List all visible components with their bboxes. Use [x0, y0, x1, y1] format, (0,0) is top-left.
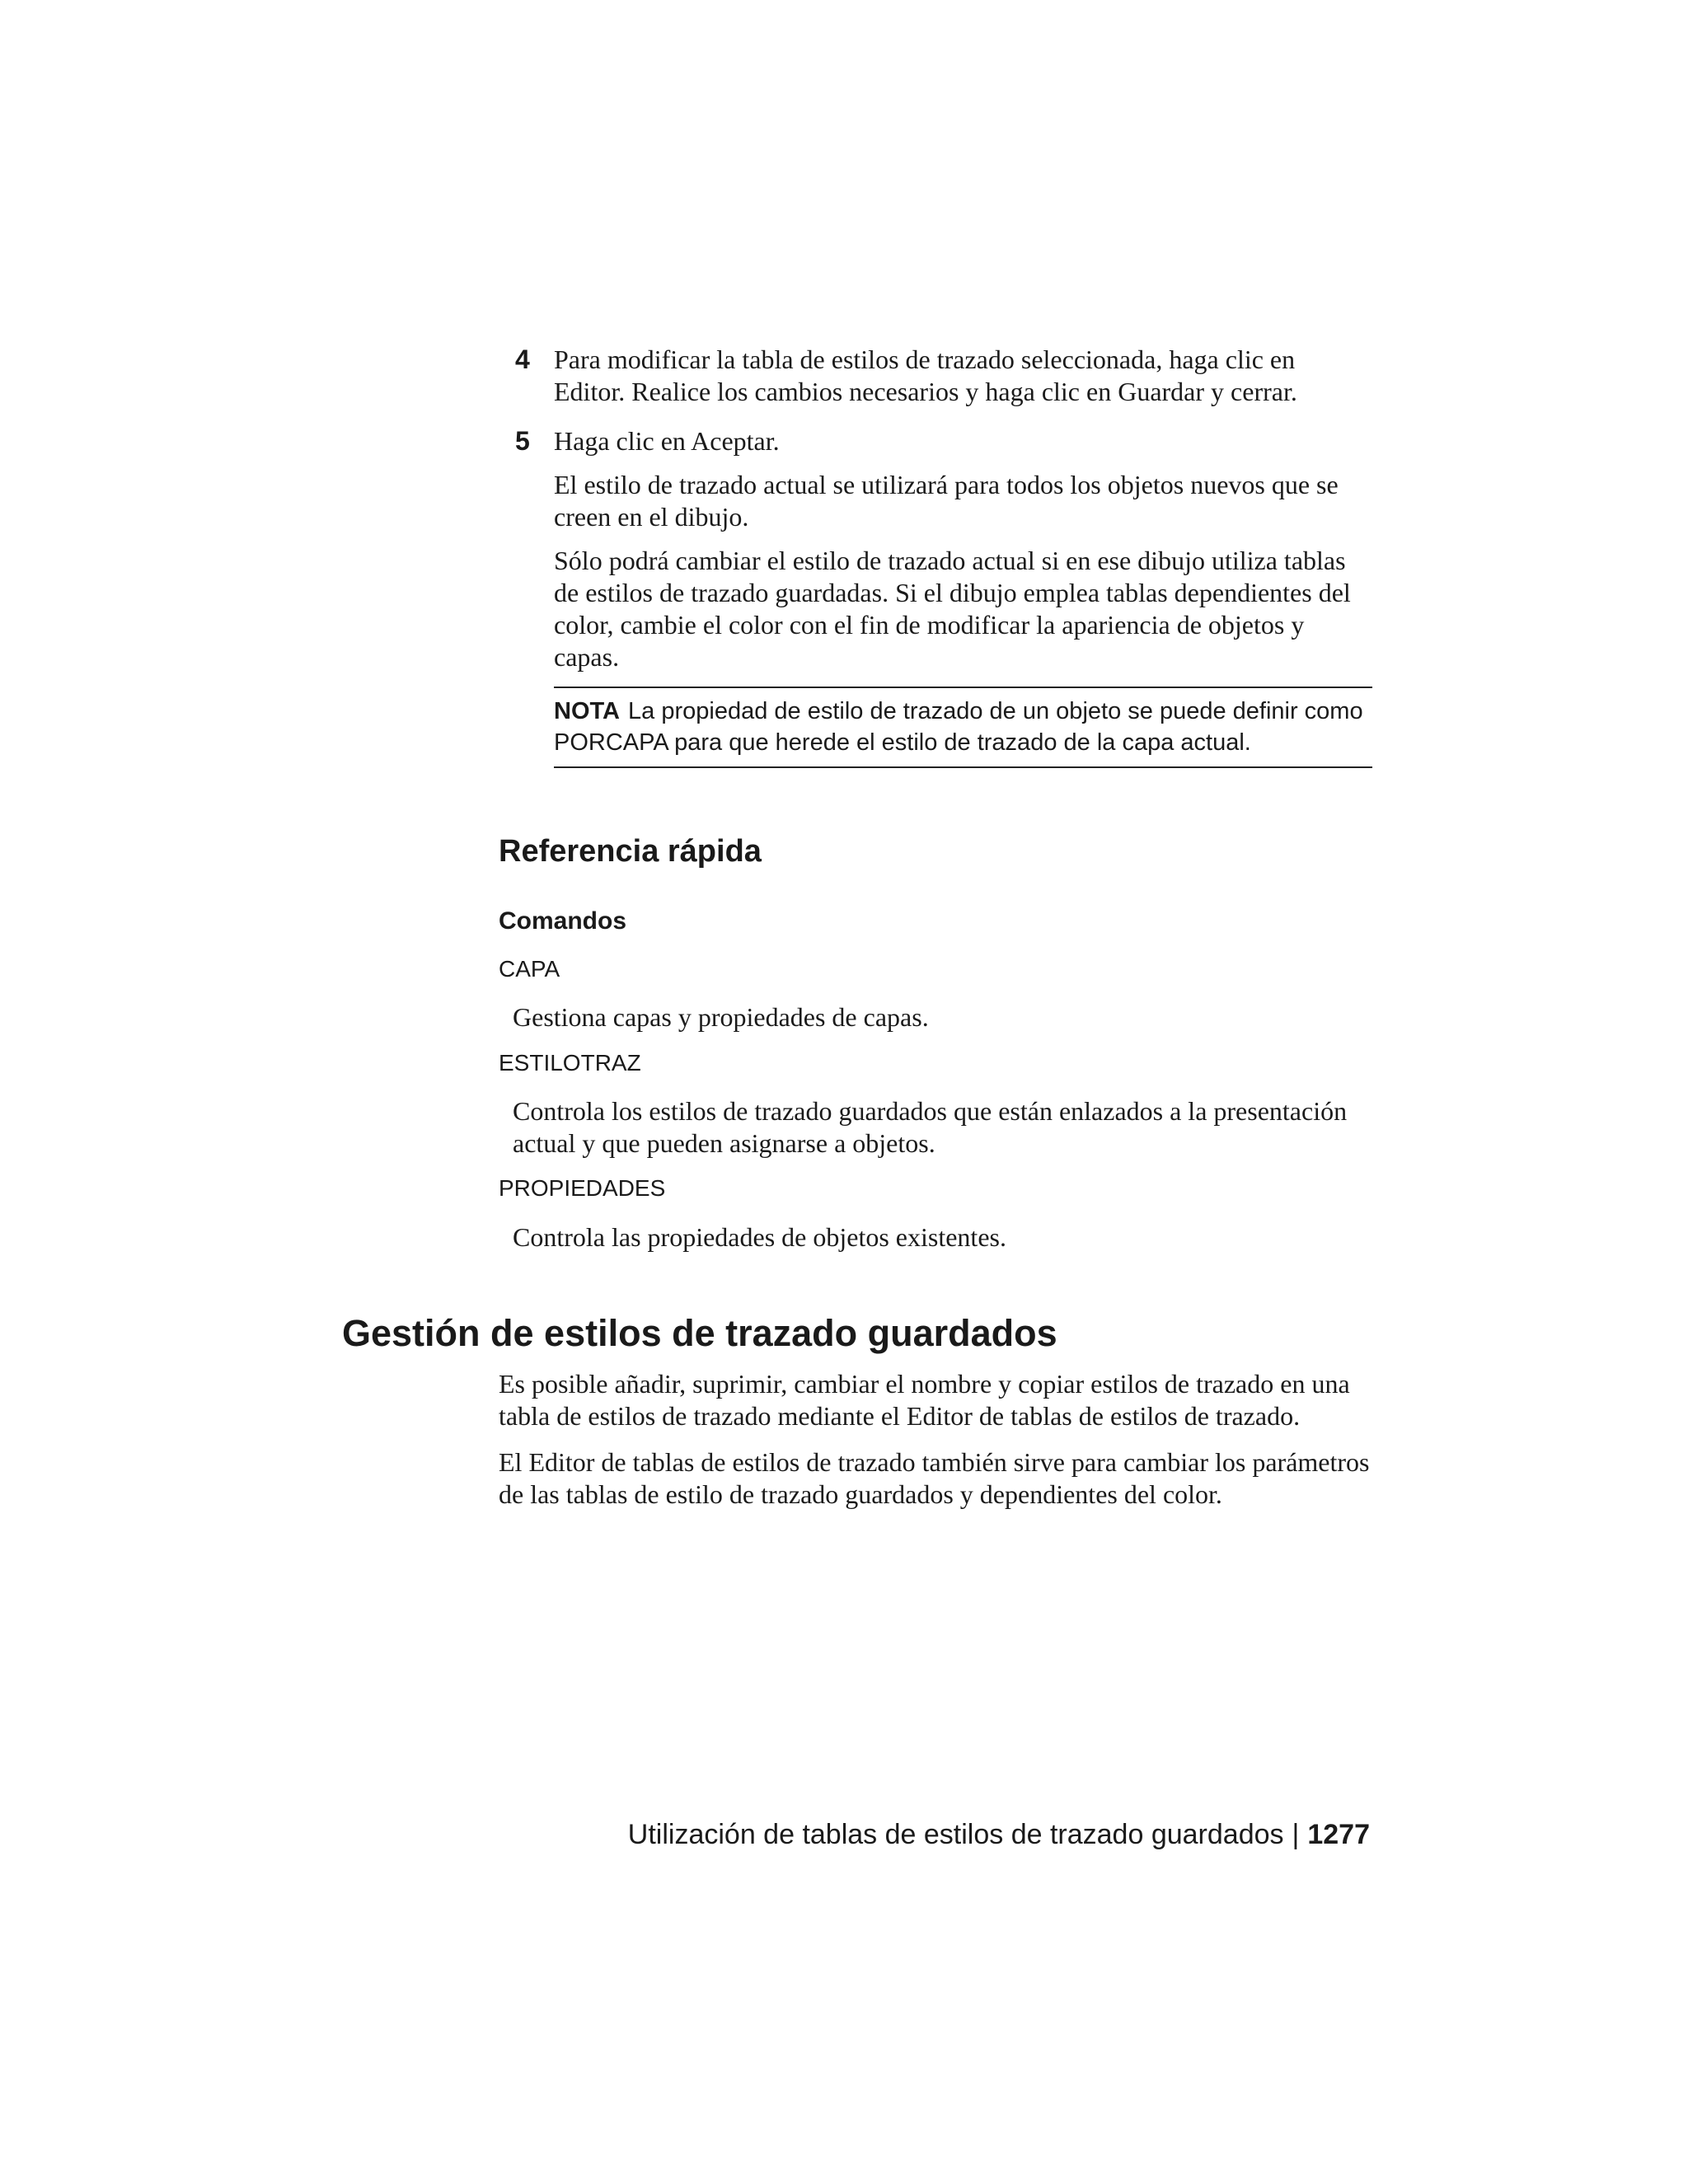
note-label: NOTA: [554, 698, 621, 724]
footer-chapter-title: Utilización de tablas de estilos de trazado guardados: [627, 1819, 1284, 1850]
note-text: La propiedad de estilo de trazado de un objeto se puede definir como PORCAPA para que herede el estilo de trazado de la capa actual.: [554, 698, 1363, 756]
section-paragraph: El Editor de tablas de estilos de trazado también sirve para cambiar los parámetros de las tablas de estilo de trazado guardados y dependientes del color.: [499, 1447, 1370, 1509]
command-name: ESTILOTRAZ: [499, 1050, 641, 1076]
commands-heading: Comandos: [499, 907, 627, 935]
command-description: Gestiona capas y propiedades de capas.: [513, 1002, 929, 1032]
command-name: PROPIEDADES: [499, 1175, 666, 1201]
page-number: 1277: [1307, 1819, 1370, 1850]
section-paragraph: Es posible añadir, suprimir, cambiar el nombre y copiar estilos de trazado en una tabla de estilos de trazado mediante el Editor de tablas de estilos de trazado.: [499, 1369, 1350, 1431]
page-footer: [628, 1819, 1370, 1851]
step-number: 5: [515, 426, 530, 456]
step-number: 4: [515, 344, 530, 374]
step-text: Para modificar la tabla de estilos de trazado seleccionada, haga clic en Editor. Realice los cambios necesarios y haga clic en Guardar y cerrar.: [554, 344, 1297, 406]
section-heading: Gestión de estilos de trazado guardados: [342, 1312, 1057, 1354]
quick-reference-heading: Referencia rápida: [499, 834, 762, 869]
command-description: Controla los estilos de trazado guardados que están enlazados a la presentación actual y que pueden asignarse a objetos.: [513, 1096, 1348, 1158]
command-description: Controla las propiedades de objetos existentes.: [513, 1222, 1006, 1252]
step-text: Haga clic en Aceptar.: [554, 426, 780, 456]
step-4: [515, 344, 1372, 408]
step-5: [515, 425, 1372, 673]
command-name: CAPA: [499, 956, 560, 982]
step-result-text: El estilo de trazado actual se utilizará para todos los objetos nuevos que se creen en el dibujo.: [554, 470, 1339, 532]
step-detail-text: Sólo podrá cambiar el estilo de trazado actual si en ese dibujo utiliza tablas de estilos de trazado guardadas. Si el dibujo emplea tablas dependientes del color, cambie el color con el fin de modificar la apariencia de objetos y capas.: [554, 546, 1351, 672]
footer-separator: |: [1292, 1819, 1300, 1850]
note-box: [554, 687, 1372, 768]
